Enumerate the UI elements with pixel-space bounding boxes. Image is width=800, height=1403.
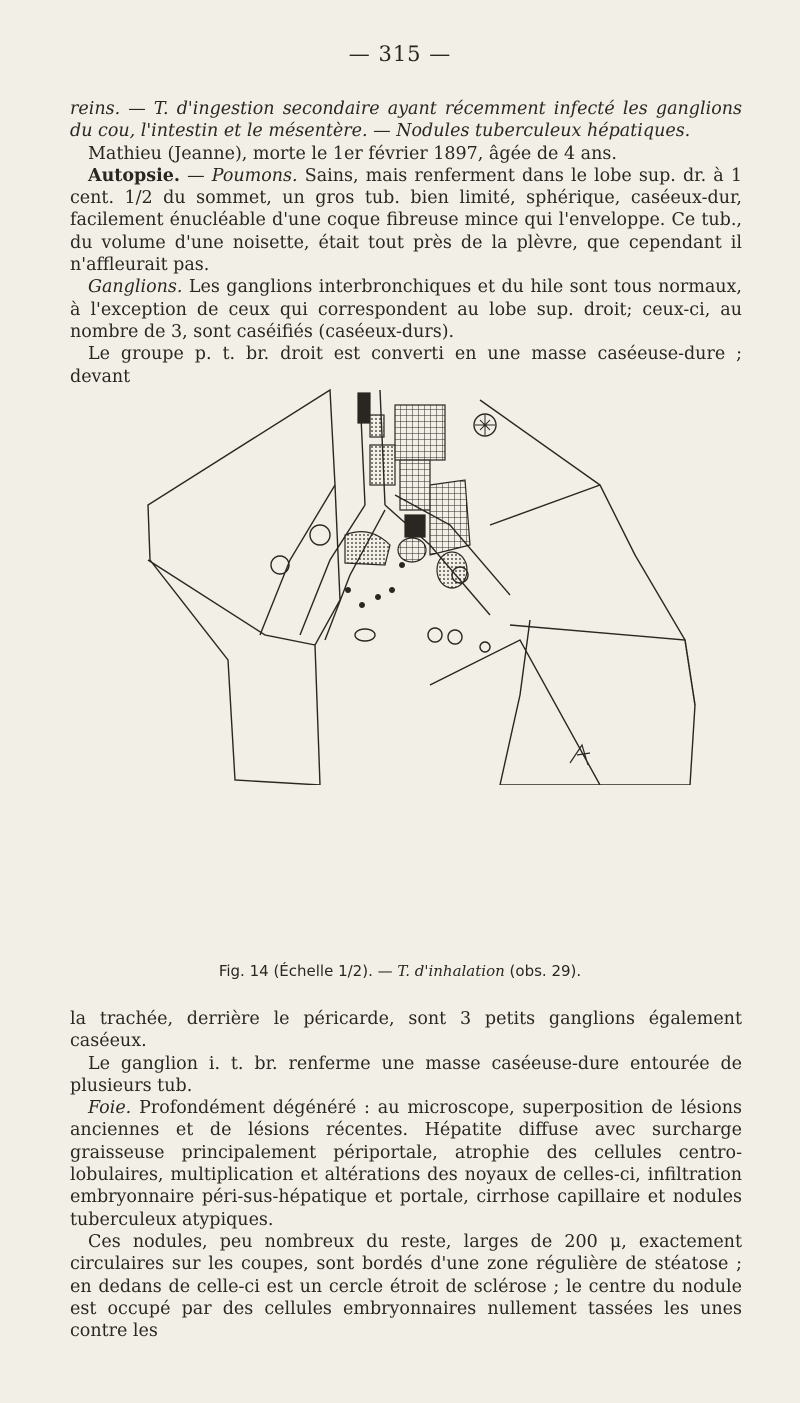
paragraph-group: [70, 343, 742, 388]
text-block-bottom: [70, 1008, 742, 1342]
caseous-mass-8: [358, 393, 370, 423]
caseous-mass-10: [405, 515, 425, 537]
caption-italic: T. d'inhalation: [397, 962, 505, 980]
node-ellipse: [355, 629, 375, 641]
artist-signature: [570, 745, 590, 765]
caseous-mass-3: [370, 445, 395, 485]
page-number: — 315 —: [348, 42, 452, 66]
ganglions-text: Les ganglions interbronchiques et du hile sont tous normaux, à l'exception de ceux qui correspondent au lobe sup. droit; ceux-ci, au nombre de 3, sont caséifiés (caséeux-durs).: [70, 277, 742, 342]
left-bronchus: [300, 505, 385, 640]
node-circle-6: [480, 642, 490, 652]
figure-caption: [0, 962, 800, 980]
paragraph-liver: [70, 1097, 742, 1231]
liver-label: Foie.: [88, 1098, 132, 1119]
caption-prefix: Fig. 14 (Échelle 1/2). —: [218, 962, 398, 980]
caseous-mass-1: [395, 405, 445, 460]
autopsy-label: Autopsie.: [88, 165, 181, 186]
caseous-mass-7: [437, 552, 467, 588]
left-lung-lobe-line: [148, 560, 315, 645]
caption-suffix: (obs. 29).: [504, 962, 582, 980]
lungs-label: Poumons.: [211, 165, 298, 186]
paragraph-nodules: Ces nodules, peu nombreux du reste, larges de 200 μ, exactement circulaires sur les coupes, sont bordés d'une zone régulière de stéatose ; en dedans de celle-ci est un cercle étroit de sclérose ; le centre du nodule est occupé par des cellules embryonnaires nullement tassées les unes contre les: [70, 1231, 742, 1342]
paragraph-patient: [70, 143, 742, 165]
autopsy-text: Sains, mais renferment dans le lobe sup. dr. à 1 cent. 1/2 du sommet, un gros tub. bien limité, sphérique, caséeux-dur, facilement énucléable d'une coque fibreuse mince qui l'enveloppe. Ce tub., du volume d'une noisette, était tout près de la plèvre, que cependant il n'affleurait pas.: [70, 165, 742, 276]
caseous-mass-6: [398, 538, 426, 562]
right-lung-fissure-mid: [430, 640, 600, 785]
left-lung-outline: [148, 390, 340, 785]
right-lung-fissure-lower: [510, 625, 695, 705]
caseous-mass-2: [400, 460, 430, 510]
right-lung-outline: [480, 400, 695, 785]
lung-diagram: [130, 385, 730, 785]
caseous-mass-9: [370, 415, 384, 437]
right-lung-fissure-upper: [490, 485, 600, 525]
paragraph-trachea: la trachée, derrière le péricarde, sont 3 petits ganglions également caséeux.: [70, 1009, 742, 1052]
node-circle-4: [428, 628, 442, 642]
text-block-top: [70, 98, 742, 388]
paragraph-ganglion-itbr: Le ganglion i. t. br. renferme une masse caséeuse-dure entourée de plusieurs tub.: [70, 1053, 742, 1096]
left-lung-fissure: [260, 485, 335, 635]
section-heading: reins. — T. d'ingestion secondaire ayant récemment infecté les ganglions du cou, l'intestin et le mésentère. — Nodules tuberculeux hépatiques.: [70, 99, 742, 142]
group-text: Le groupe p. t. br. droit est converti en une masse caséeuse-dure ; devant: [70, 344, 742, 387]
node-circle-5: [448, 630, 462, 644]
ganglions-label: Ganglions.: [88, 277, 183, 298]
patient-line: Mathieu (Jeanne), morte le 1er février 1897, âgée de 4 ans.: [88, 143, 617, 164]
node-circle-2: [271, 556, 289, 574]
caseous-mass-4: [430, 480, 470, 555]
caseous-mass-5: [345, 532, 390, 565]
liver-text: Profondément dégénéré : au microscope, superposition de lésions anciennes et de lésions récentes. Hépatite diffuse avec surcharge graisseuse principalement périportale, atrophie des cellules centro-lobulaires, multiplication et altérations des noyaux de celles-ci, infiltration embryonnaire péri-sus-hépatique et portale, cirrhose capillaire et nodules tuberculeux atypiques.: [70, 1098, 742, 1230]
node-circle-1: [310, 525, 330, 545]
paragraph-autopsy: Autopsie. — Poumons. Sains, mais renferment dans le lobe sup. dr. à 1 cent. 1/2 du sommet, un gros tub. bien limité, sphérique, caséeux-dur, facilement énucléable d'une coque fibreuse mince qui l'enveloppe. Ce tub., du volume d'une noisette, était tout près de la plèvre, que cependant il n'affleurait pas.: [70, 165, 742, 276]
paragraph-ganglions: [70, 276, 742, 343]
